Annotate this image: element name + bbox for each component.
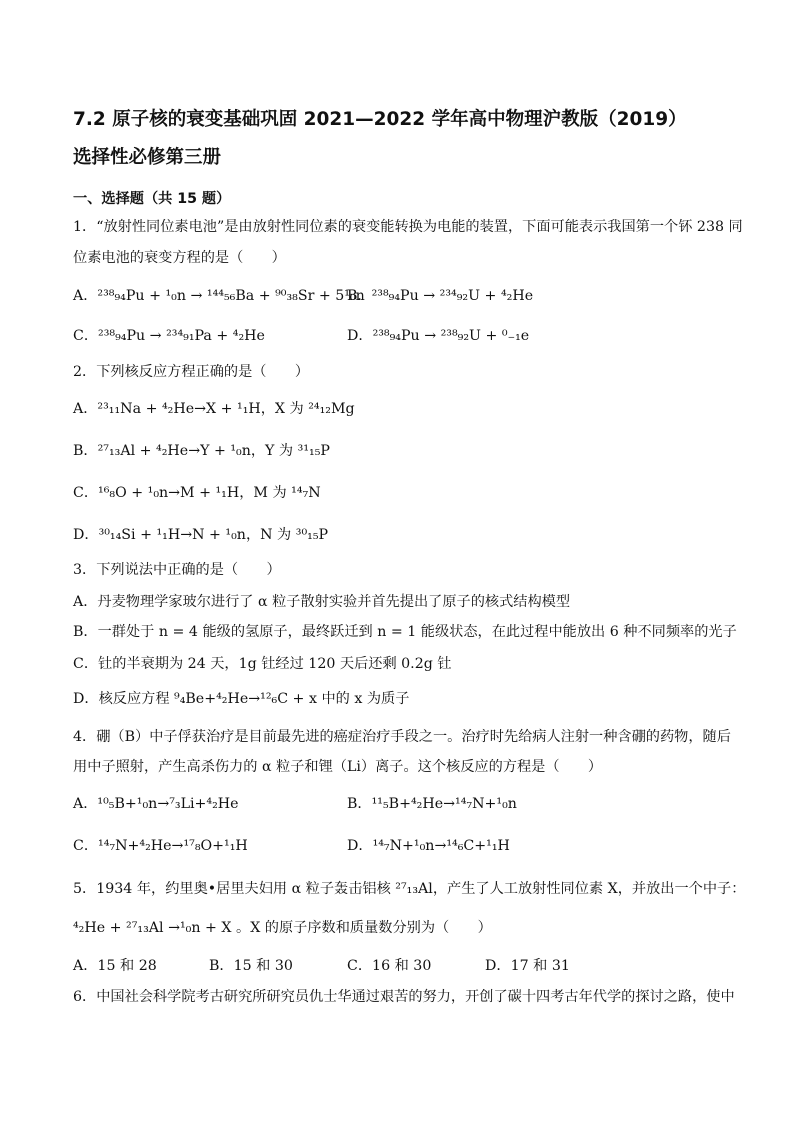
q5-stem-line1: 5．1934 年，约里奥•居里夫妇用 α 粒子轰击铝核 ²⁷₁₃Al，产生了人工放射性同位素 X，并放出一个中子：	[73, 881, 746, 897]
q1-option-c: C．²³⁸₉₄Pu → ²³⁴₉₁Pa + ⁴₂He	[73, 328, 265, 344]
document-title-line2: 选择性必修第三册	[73, 147, 222, 168]
q1-option-b: B．²³⁸₉₄Pu → ²³⁴₉₂U + ⁴₂He	[347, 288, 534, 304]
q2-option-a: A．²³₁₁Na + ⁴₂He→X + ¹₁H，X 为 ²⁴₁₂Mg	[73, 401, 355, 417]
q2-stem: 2．下列核反应方程正确的是（ ）	[73, 364, 310, 380]
q5-option-a: A．15 和 28	[73, 958, 157, 974]
q4-option-b: B．¹¹₅B+⁴₂He→¹⁴₇N+¹₀n	[347, 796, 517, 812]
q5-option-c: C．16 和 30	[347, 958, 432, 974]
q2-option-c: C．¹⁶₈O + ¹₀n→M + ¹₁H，M 为 ¹⁴₇N	[73, 485, 321, 501]
q2-option-b: B．²⁷₁₃Al + ⁴₂He→Y + ¹₀n，Y 为 ³¹₁₅P	[73, 443, 330, 459]
q1-option-d: D．²³⁸₉₄Pu → ²³⁸₉₂U + ⁰₋₁e	[347, 328, 530, 344]
q4-option-c: C．¹⁴₇N+⁴₂He→¹⁷₈O+¹₁H	[73, 838, 248, 854]
q3-option-d: D．核反应方程 ⁹₄Be+⁴₂He→¹²₆C + x 中的 x 为质子	[73, 691, 410, 707]
q4-option-a: A．¹⁰₅B+¹₀n→⁷₃Li+⁴₂He	[73, 796, 239, 812]
q3-option-b: B．一群处于 n = 4 能级的氢原子，最终跃迁到 n = 1 能级状态，在此过程中能放出 6 种不同频率的光子	[73, 624, 737, 640]
q3-stem: 3．下列说法中正确的是（ ）	[73, 562, 281, 578]
q4-option-d: D．¹⁴₇N+¹₀n→¹⁴₆C+¹₁H	[347, 838, 510, 854]
q2-option-d: D．³⁰₁₄Si + ¹₁H→N + ¹₀n，N 为 ³⁰₁₅P	[73, 527, 329, 543]
section-heading: 一、选择题（共 15 题）	[73, 191, 231, 207]
q5-stem-line2: ⁴₂He + ²⁷₁₃Al →¹₀n + X 。X 的原子序数和质量数分别为（ ）	[73, 920, 492, 936]
q6-stem-line1: 6．中国社会科学院考古研究所研究员仇士华通过艰苦的努力，开创了碳十四考古年代学的探讨之路，使中	[73, 989, 735, 1005]
q1-stem-line2: 位素电池的衰变方程的是（ ）	[73, 250, 286, 266]
q5-option-d: D．17 和 31	[485, 958, 570, 974]
q3-option-a: A．丹麦物理学家玻尔进行了 α 粒子散射实验并首先提出了原子的核式结构模型	[73, 594, 571, 610]
q5-option-b: B．15 和 30	[209, 958, 293, 974]
q4-stem-line1: 4．硼（B）中子俘获治疗是目前最先进的癌症治疗手段之一。治疗时先给病人注射一种含硼的药物，随后	[73, 729, 731, 745]
q1-option-a: A．²³⁸₉₄Pu + ¹₀n → ¹⁴⁴₅₆Ba + ⁹⁰₃₈Sr + 5¹₀n	[73, 288, 365, 304]
q4-stem-line2: 用中子照射，产生高杀伤力的 α 粒子和锂（Li）离子。这个核反应的方程是（ ）	[73, 759, 603, 775]
q1-stem-line1: 1．“放射性同位素电池”是由放射性同位素的衰变能转换为电能的装置，下面可能表示我国第一个钚 238 同	[73, 219, 743, 235]
document-title-line1: 7.2 原子核的衰变基础巩固 2021—2022 学年高中物理沪教版（2019）	[73, 109, 687, 130]
q3-option-c: C．钍的半衰期为 24 天，1g 钍经过 120 天后还剩 0.2g 钍	[73, 656, 452, 672]
